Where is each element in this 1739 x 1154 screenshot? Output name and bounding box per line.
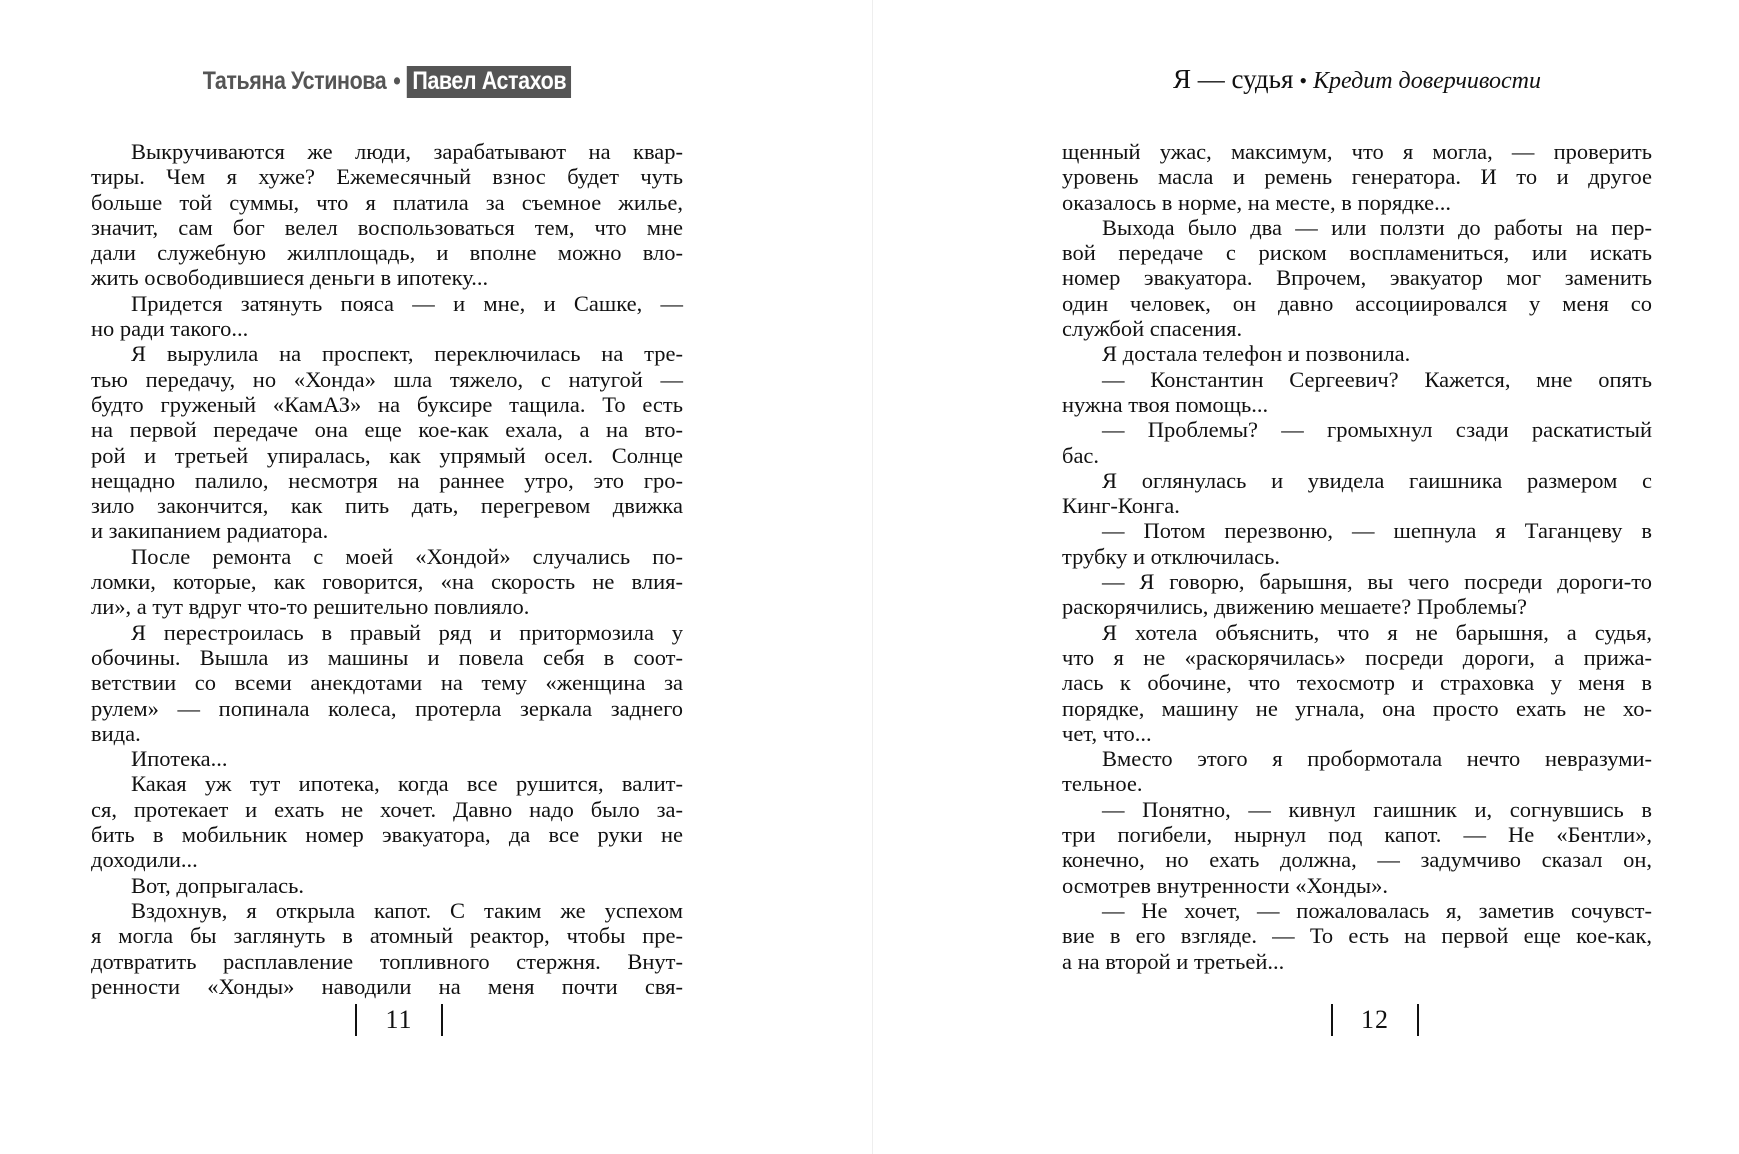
text-line: Выхода было два — или ползти до работы на пер- [1102, 214, 1652, 240]
text-line: Выкручиваются же люди, зарабатывают на квар- [131, 139, 683, 164]
running-header-authors [132, 66, 641, 98]
text-line: на первой передаче она еще кое-как ехала, а на вто- [91, 417, 683, 443]
text-line: обочины. Вышла из машины и повела себя в соот- [91, 644, 683, 670]
text-line: рулем» — попинала колеса, протерла зеркала заднего [91, 695, 683, 721]
text-line: номер эвакуатора. Впрочем, эвакуатор мог заменить [1062, 265, 1652, 291]
text-line: Я хотела объяснить, что я не барышня, а судья, [1102, 619, 1652, 645]
text-line: Кинг-Конга. [1062, 493, 1180, 519]
text-line: Какая уж тут ипотека, когда все рушится, валит- [131, 771, 683, 797]
header-bullet-separator: • [393, 67, 401, 95]
folio-bar-right [441, 1004, 443, 1036]
text-line: — Константин Сергеевич? Кажется, мне опять [1102, 366, 1652, 392]
text-line: я могла бы заглянуть в атомный реактор, чтобы пре- [91, 923, 683, 949]
text-line: рой и третьей упиралась, как упрямый осел. Солнце [91, 442, 683, 468]
text-line: ломки, которые, как говорится, «на скорость не влия- [91, 569, 683, 595]
text-line: Придется затянуть пояса — и мне, и Сашке, — [131, 290, 683, 316]
text-line: — Потом перезвоню, — шепнула я Таганцеву в [1102, 518, 1652, 544]
text-line: и закипанием радиатора. [91, 518, 329, 544]
text-line: а на второй и третьей... [1062, 948, 1285, 974]
text-line: ветствии со всеми анекдотами на тему «женщина за [91, 670, 683, 696]
text-line: жить освободившиеся деньги в ипотеку... [91, 265, 489, 291]
text-line: — Я говорю, барышня, вы чего посреди дороги-то [1102, 569, 1652, 595]
text-line: Я вырулила на проспект, переключилась на тре- [131, 341, 683, 367]
text-line: будто груженый «КамАЗ» на буксире тащила. То есть [91, 391, 683, 417]
text-line: — Не хочет, — пожаловалась я, заметив сочувст- [1102, 897, 1652, 923]
text-line: щенный ужас, максимум, что я могла, — проверить [1062, 139, 1652, 164]
text-line: уровень масла и ремень генератора. И то и другое [1062, 164, 1652, 190]
author-name-1: Татьяна Устинова [202, 67, 387, 95]
text-line: раскорячились, движению мешаете? Проблемы? [1062, 594, 1527, 620]
body-text [91, 139, 683, 999]
text-line: конечно, но ехать должна, — задумчиво сказал он, [1062, 847, 1652, 873]
text-line: значит, сам бог велел воспользоваться тем, что мне [91, 214, 683, 240]
folio-bar-right [1417, 1004, 1419, 1036]
text-line: Вздохнув, я открыла капот. С таким же успехом [131, 897, 683, 923]
text-line: зило закончится, как пить дать, перегревом движка [91, 493, 683, 519]
text-line: что я не «раскорячилась» посреди дороги, а прижа- [1062, 644, 1652, 670]
text-line: лась к обочине, что техосмотр и страховка у меня в [1062, 670, 1652, 696]
text-line: ренности «Хонды» наводили на меня почти свя- [91, 973, 683, 999]
text-line: Вот, допрыгалась. [131, 872, 304, 898]
text-line: один человек, он давно ассоциировался у меня со [1062, 290, 1652, 316]
text-line: ся, протекает и ехать не хочет. Давно надо было за- [91, 796, 683, 822]
text-line: больше той суммы, что я платила за съемное жилье, [91, 189, 683, 215]
page-number: 12 [1361, 1005, 1389, 1034]
text-line: службой спасения. [1062, 316, 1243, 342]
text-line: осмотрев внутренности «Хонды». [1062, 872, 1389, 898]
text-line: ли», а тут вдруг что-то решительно повлияло. [91, 594, 530, 620]
text-line: трубку и отключилась. [1062, 543, 1280, 569]
text-line: дотвратить расплавление топливного стержня. Внут- [91, 948, 683, 974]
text-line: нужна твоя помощь... [1062, 391, 1269, 417]
text-line: Вместо этого я пробормотала нечто невразуми- [1102, 746, 1652, 772]
text-line: но ради такого... [91, 316, 249, 342]
text-line: После ремонта с моей «Хондой» случались по- [131, 543, 683, 569]
text-line: тью передачу, но «Хонда» шла тяжело, с натугой — [91, 366, 683, 392]
text-line: доходили... [91, 847, 198, 873]
text-line: три погибели, нырнул под капот. — Не «Бентли», [1062, 822, 1652, 848]
series-title: Я — судья [1172, 64, 1294, 94]
text-line: Я перестроилась в правый ряд и притормозила у [131, 619, 683, 645]
page-number-footer [355, 1003, 443, 1037]
text-line: — Проблемы? — громыхнул сзади раскатистый [1102, 417, 1652, 443]
text-line: дали служебную жилплощадь, и вполне можно вло- [91, 240, 683, 266]
text-line: чет, что... [1062, 720, 1152, 746]
running-header-title [1062, 64, 1652, 95]
text-line: нещадно палило, несмотря на раннее утро, это гро- [91, 467, 683, 493]
page-number: 11 [385, 1005, 413, 1034]
text-line: тельное. [1062, 771, 1143, 797]
body-text [1062, 139, 1652, 974]
text-line: тиры. Чем я хуже? Ежемесячный взнос будет чуть [91, 164, 683, 190]
text-line: оказалось в норме, на месте, в порядке... [1062, 189, 1452, 215]
header-bullet-separator: • [1299, 68, 1308, 93]
right-page [873, 0, 1739, 1154]
text-line: — Понятно, — кивнул гаишник и, согнувшись в [1102, 796, 1652, 822]
text-line: Я оглянулась и увидела гаишника размером с [1102, 467, 1652, 493]
page-number-footer [1331, 1003, 1419, 1037]
text-line: Я достала телефон и позвонила. [1102, 341, 1411, 367]
text-line: порядке, машину не угнала, она просто ехать не хо- [1062, 695, 1652, 721]
author-name-2-highlighted: Павел Астахов [407, 66, 571, 98]
text-line: бас. [1062, 442, 1100, 468]
text-line: вой передаче с риском воспламениться, или искать [1062, 240, 1652, 266]
book-title: Кредит доверчивости [1313, 68, 1541, 94]
text-line: Ипотека... [131, 746, 228, 772]
text-line: вида. [91, 720, 141, 746]
text-line: вие в его взгляде. — То есть на первой еще кое-как, [1062, 923, 1652, 949]
text-line: бить в мобильник номер эвакуатора, да все руки не [91, 822, 683, 848]
